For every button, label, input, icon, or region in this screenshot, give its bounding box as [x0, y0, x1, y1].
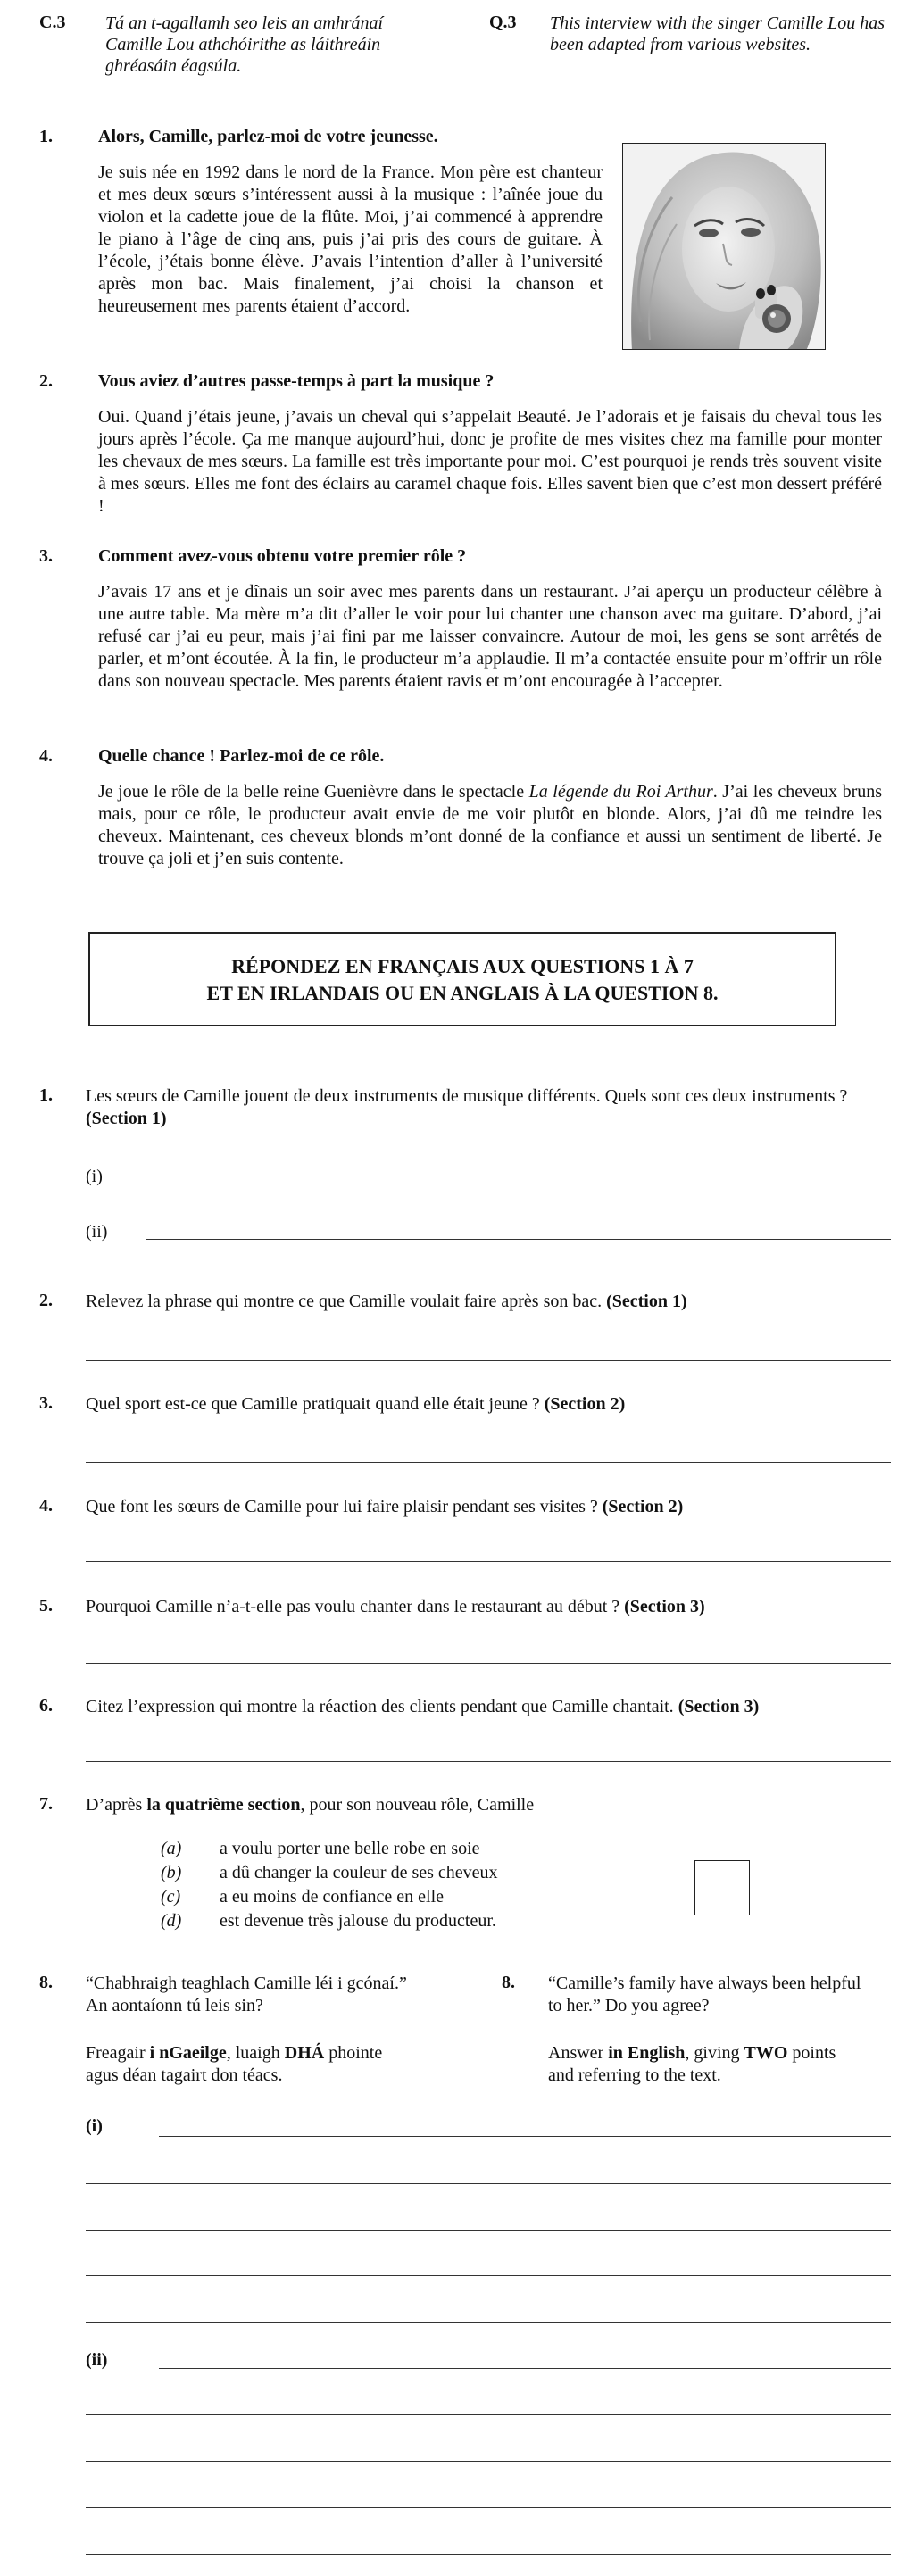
- q7-option-b-letter: (b): [161, 1863, 182, 1882]
- q8-i-answer-line-3[interactable]: [86, 2230, 891, 2231]
- q7-option-c-letter: (c): [161, 1887, 181, 1907]
- instruction-line-1: RÉPONDEZ EN FRANÇAIS AUX QUESTIONS 1 À 7: [231, 955, 694, 977]
- q4-text: Que font les sœurs de Camille pour lui faire plaisir pendant ses visites ? (Section 2): [86, 1497, 684, 1517]
- q8-ii-answer-line-4[interactable]: [86, 2507, 891, 2508]
- instruction-box: [88, 932, 836, 1026]
- q8-i-answer-line-4[interactable]: [86, 2275, 891, 2276]
- q7-answer-box[interactable]: [694, 1860, 750, 1915]
- q8-number-en: 8.: [502, 1973, 515, 1992]
- q8-instruction-en: Answer in English, giving TWO points and referring to the text.: [548, 2043, 836, 2085]
- q8-quote-ga: “Chabhraigh teaghlach Camille léi i gcónaí.” An aontaíonn tú leis sin?: [86, 1974, 407, 2015]
- q8-ii-answer-line-3[interactable]: [86, 2461, 891, 2462]
- q8-part-ii-label: (ii): [86, 2350, 108, 2370]
- q8-number-ga: 8.: [39, 1973, 53, 1992]
- section-1-text: Je suis née en 1992 dans le nord de la France. Mon père est chanteur et mes deux sœurs s’intéressent aussi à la musique : l’aînée joue du violon et la cadette joue de la flûte. Moi, j’ai commencé à apprendre le piano à l’âge de cinq ans, puis j’ai pris des cours de guitare. À l’école, j’étais bonne élève. J’avais l’intention d’aller à l’université après mon bac. Mais finalement, j’ai choisi la chanson et heureusement mes parents étaient d’accord.: [98, 162, 603, 316]
- q3-answer-line[interactable]: [86, 1462, 891, 1463]
- q8-ii-answer-line-2[interactable]: [86, 2414, 891, 2415]
- section-3-number: 3.: [39, 546, 53, 566]
- instruction-line-2: ET EN IRLANDAIS OU EN ANGLAIS À LA QUESTION 8.: [206, 982, 719, 1004]
- q8-i-answer-line-5[interactable]: [86, 2322, 891, 2323]
- q8-instruction-ga: Freagair i nGaeilge, luaigh DHÁ phointe agus déan tagairt don téacs.: [86, 2043, 383, 2085]
- camille-photo: [622, 143, 826, 350]
- q3-number: 3.: [39, 1393, 53, 1413]
- q5-text: Pourquoi Camille n’a-t-elle pas voulu chanter dans le restaurant au début ? (Section 3): [86, 1597, 705, 1616]
- section-4-heading: Quelle chance ! Parlez-moi de ce rôle.: [98, 746, 385, 766]
- section-2-number: 2.: [39, 371, 53, 391]
- q2-text: Relevez la phrase qui montre ce que Camille voulait faire après son bac. (Section 1): [86, 1292, 687, 1311]
- q1-part-ii-label: (ii): [86, 1222, 108, 1242]
- header-code-en: Q.3: [489, 12, 517, 32]
- q2-answer-line[interactable]: [86, 1360, 891, 1361]
- q2-number: 2.: [39, 1291, 53, 1310]
- q1-part-i-label: (i): [86, 1167, 103, 1186]
- header-intro-en: This interview with the singer Camille Lou has been adapted from various websites.: [550, 13, 886, 54]
- q7-option-a-letter: (a): [161, 1839, 182, 1858]
- section-3-text: J’avais 17 ans et je dînais un soir avec mes parents dans un restaurant. J’ai aperçu un producteur célèbre à une autre table. Ma mère m’a dit d’aller le voir pour lui chanter une chanson avec ma guitare. D’abord, j’ai refusé car j’ai eu peur, mais j’ai fini par me laisser convaincre. Autour de moi, les gens se sont arrêtés de parler, et m’ont écoutée. À la fin, le producteur m’a applaudie. Il m’a contactée ensuite pour m’offrir un rôle dans son nouveau spectacle. Mes parents étaient ravis et m’ont encouragée à l’accepter.: [98, 582, 882, 691]
- section-2-heading: Vous aviez d’autres passe-temps à part la musique ?: [98, 371, 495, 391]
- section-4-number: 4.: [39, 746, 53, 766]
- q5-number: 5.: [39, 1596, 53, 1616]
- q8-part-i-label: (i): [86, 2116, 103, 2136]
- q4-number: 4.: [39, 1496, 53, 1516]
- q8-i-answer-line-1[interactable]: [159, 2136, 891, 2137]
- q8-i-answer-line-2[interactable]: [86, 2183, 891, 2184]
- q7-option-a-text: a voulu porter une belle robe en soie: [220, 1839, 480, 1858]
- show-title: La légende du Roi Arthur: [528, 782, 713, 802]
- q3-text: Quel sport est-ce que Camille pratiquait quand elle était jeune ? (Section 2): [86, 1394, 626, 1414]
- portrait-image: [623, 144, 826, 350]
- header-intro-ga: Tá an t-agallamh seo leis an amhránaí Camille Lou athchóirithe as láithreáin ghréasáin éagsúla.: [105, 13, 384, 76]
- q1-text: Les sœurs de Camille jouent de deux instruments de musique différents. Quels sont ces deux instruments ? (Section 1): [86, 1086, 848, 1128]
- q7-number: 7.: [39, 1794, 53, 1814]
- header-code-ga: C.3: [39, 12, 66, 32]
- section-1-number: 1.: [39, 127, 53, 146]
- q7-option-d-letter: (d): [161, 1911, 182, 1931]
- q6-number: 6.: [39, 1696, 53, 1716]
- section-3-heading: Comment avez-vous obtenu votre premier rôle ?: [98, 546, 467, 566]
- q7-text: D’après la quatrième section, pour son nouveau rôle, Camille: [86, 1795, 535, 1815]
- q1-answer-line-ii[interactable]: [146, 1239, 891, 1240]
- q8-ii-answer-line-5[interactable]: [86, 2554, 891, 2555]
- q7-option-b-text: a dû changer la couleur de ses cheveux: [220, 1863, 498, 1882]
- q8-ii-answer-line-1[interactable]: [159, 2368, 891, 2369]
- q6-answer-line[interactable]: [86, 1761, 891, 1762]
- section-4-text: Je joue le rôle de la belle reine Guenièvre dans le spectacle La légende du Roi Arthur. J’ai les cheveux bruns mais, pour ce rôle, le producteur avait envie de me voir plutôt en blonde. Alors, j’ai dû me teindre les cheveux. Maintenant, ces cheveux blonds m’ont donné de la confiance et aussi un sentiment de liberté. Je trouve ça joli et j’en suis contente.: [98, 782, 883, 868]
- q4-answer-line[interactable]: [86, 1561, 891, 1562]
- q5-answer-line[interactable]: [86, 1663, 891, 1664]
- section-2-text: Oui. Quand j’étais jeune, j’avais un cheval qui s’appelait Beauté. Je l’adorais et je faisais du cheval tous les jours après l’école. Ça me manque aujourd’hui, donc je profite de mes visites chez ma famille pour monter les chevaux de mes sœurs. La famille est très importante pour moi. C’est pourquoi je rends très souvent visite à mes sœurs. Elles me font des éclairs au caramel chaque fois. Elles savent bien que c’est mon dessert préféré !: [98, 407, 882, 516]
- q7-option-d-text: est devenue très jalouse du producteur.: [220, 1911, 496, 1931]
- q7-option-c-text: a eu moins de confiance en elle: [220, 1887, 444, 1907]
- section-1-heading: Alors, Camille, parlez-moi de votre jeunesse.: [98, 127, 438, 146]
- q8-quote-en: “Camille’s family have always been helpful to her.” Do you agree?: [548, 1974, 861, 2015]
- q6-text: Citez l’expression qui montre la réaction des clients pendant que Camille chantait. (Section 3): [86, 1697, 760, 1716]
- q1-number: 1.: [39, 1085, 53, 1105]
